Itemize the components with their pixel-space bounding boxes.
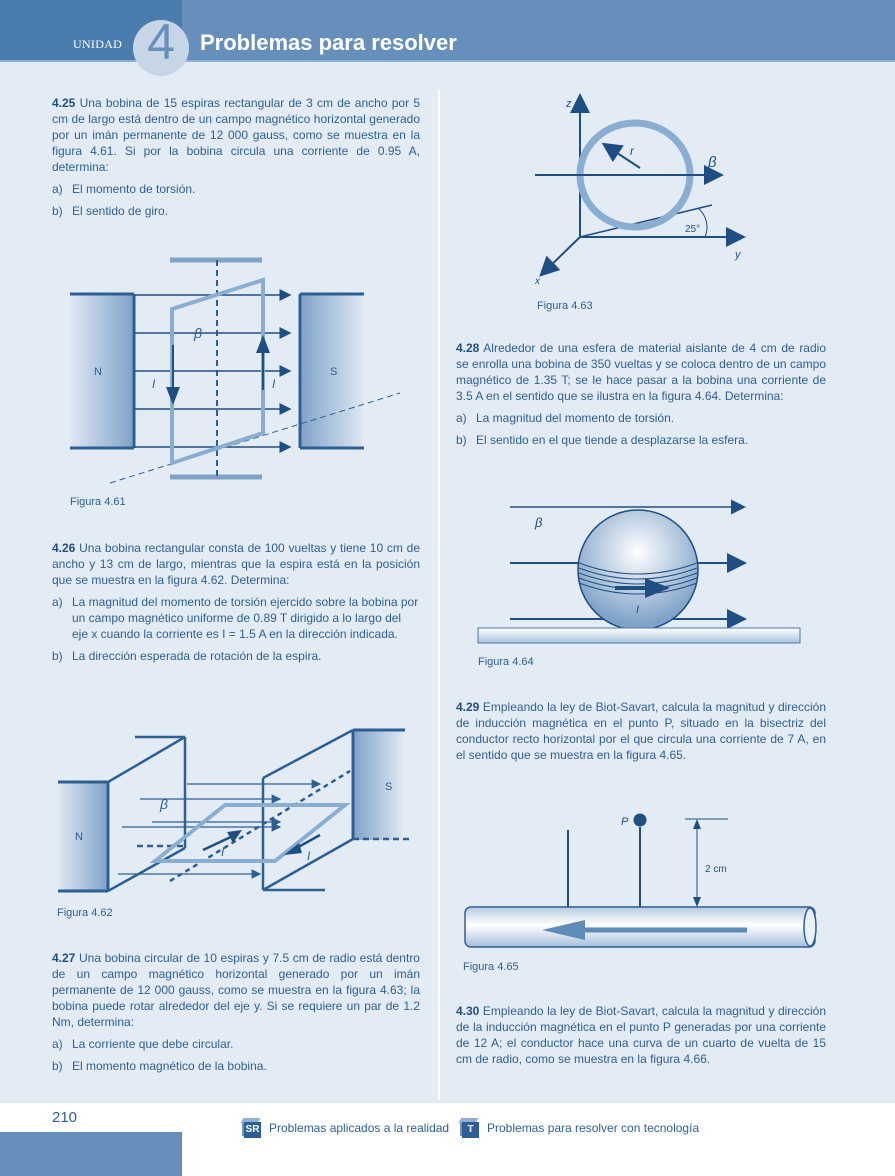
sr-cube-icon: SR — [242, 1118, 264, 1138]
pole-n-label: N — [75, 831, 83, 843]
problem-item — [52, 181, 420, 197]
field-label: β — [708, 154, 717, 171]
problem-item — [52, 1036, 420, 1052]
figure-caption: Figura 4.61 — [70, 496, 126, 508]
item-label: a) — [52, 182, 63, 196]
t-cube-icon: T — [460, 1118, 482, 1138]
problem-text: Empleando la ley de Biot-Savart, calcula la magnitud y dirección de inducción magnética en el punto P, situado en la bisectriz del conductor recto horizontal por el que circula una corriente de 7 A, en el sentido que se muestra en la figura 4.65. — [456, 700, 826, 762]
legend-item-real-problems — [242, 1118, 449, 1138]
item-text: El momento de torsión. — [72, 182, 196, 196]
item-text: La magnitud del momento de torsión. — [476, 411, 675, 425]
pole-s-label: S — [385, 781, 393, 793]
item-label: b) — [52, 649, 63, 663]
item-label: b) — [52, 1059, 63, 1073]
figure-4-63 — [530, 92, 770, 287]
problem-4-27 — [52, 950, 420, 1074]
problem-item — [456, 432, 826, 448]
legend-item-technology-problems — [460, 1118, 699, 1138]
pole-n-label: N — [94, 366, 102, 378]
problem-item — [52, 648, 420, 664]
item-text: La corriente que debe circular. — [72, 1037, 234, 1051]
legend-label: Problemas para resolver con tecnología — [487, 1121, 700, 1135]
distance-label: 2 cm — [705, 864, 727, 875]
page-title: Problemas para resolver — [200, 30, 457, 55]
problem-4-28 — [456, 340, 826, 448]
axis-z-label: z — [566, 98, 572, 110]
figure-4-62 — [55, 715, 415, 895]
item-text: La magnitud del momento de torsión ejercido sobre la bobina por un campo magnético uniforme de 0.89 T dirigido a lo largo del eje x cuando la corriente es I = 1.5 A en la dirección indicada. — [72, 595, 419, 641]
field-label: β — [194, 325, 202, 341]
point-label: P — [621, 816, 629, 828]
footer-band — [0, 1132, 182, 1176]
figure-caption: Figura 4.64 — [478, 656, 534, 668]
problem-number: 4.30 — [456, 1004, 480, 1018]
current-label: I — [307, 849, 311, 863]
problem-number: 4.29 — [456, 700, 480, 714]
problem-text: Una bobina de 15 espiras rectangular de 3 cm de ancho por 5 cm de largo está dentro de un campo magnético horizontal generado por un imán permanente de 12 000 gauss, como se muestra en la figura 4.61. Si por la bobina circula una corriente de 0.95 A, determina: — [52, 96, 420, 174]
problem-item — [456, 410, 826, 426]
problem-4-30 — [456, 1003, 826, 1067]
column-divider — [438, 90, 440, 1100]
current-label: I — [636, 604, 640, 616]
field-label: β — [160, 796, 168, 812]
item-label: b) — [456, 433, 467, 447]
problem-item — [52, 203, 420, 219]
pole-s-label: S — [330, 366, 338, 378]
item-label: a) — [52, 595, 63, 609]
problem-number: 4.28 — [456, 341, 480, 355]
item-text: La dirección esperada de rotación de la espira. — [72, 649, 322, 663]
item-label: a) — [456, 411, 467, 425]
figure-4-64 — [475, 495, 805, 645]
item-label: b) — [52, 204, 63, 218]
item-text: El momento magnético de la bobina. — [72, 1059, 267, 1073]
item-text: El sentido de giro. — [72, 204, 169, 218]
angle-label: 25° — [685, 224, 701, 235]
legend-label: Problemas aplicados a la realidad — [269, 1121, 450, 1135]
current-label: I — [152, 377, 156, 391]
axis-y-label: y — [735, 249, 741, 261]
unit-number: 4 — [147, 14, 175, 70]
problem-4-25 — [52, 95, 420, 219]
current-label: I — [272, 377, 276, 391]
figure-4-65 — [460, 805, 820, 950]
item-label: a) — [52, 1037, 63, 1051]
problem-item — [52, 594, 420, 642]
problem-text: Alrededor de una esfera de material aislante de 4 cm de radio se enrolla una bobina de 350 vueltas y se coloca dentro de un campo magnético de 1.35 T; se le hace pasar a la bobina una corriente de 3.5 A en el sentido que se ilustra en la figura 4.64. Determina: — [456, 341, 826, 403]
field-label: β — [535, 515, 543, 530]
problem-number: 4.27 — [52, 951, 76, 965]
problem-4-29 — [456, 699, 826, 763]
unit-label: UNIDAD — [73, 37, 123, 51]
page-number: 210 — [52, 1109, 78, 1126]
problem-4-26 — [52, 540, 420, 664]
current-label: I — [221, 845, 225, 859]
figure-caption: Figura 4.65 — [463, 961, 519, 973]
problem-text: Empleando la ley de Biot-Savart, calcula la magnitud y dirección de la inducción magnética en el punto P generadas por una corriente de 12 A; el conductor hace una curva de un cuarto de vuelta de 15 cm de radio, como se muestra en la figura 4.66. — [456, 1004, 826, 1066]
radius-label: r — [630, 144, 634, 158]
figure-4-61 — [50, 245, 410, 495]
problem-text: Una bobina circular de 10 espiras y 7.5 cm de radio está dentro de un campo magnético horizontal generado por un imán permanente de 12 000 gauss, como se muestra en la figura 4.63; la bobina puede rotar alrededor del eje y. Si se requiere un par de 1.2 Nm, determina: — [52, 951, 420, 1029]
axis-x-label: x — [535, 276, 540, 287]
problem-text: Una bobina rectangular consta de 100 vueltas y tiene 10 cm de ancho y 13 cm de largo, mientras que la espira está en la posición que se muestra en la figura 4.62. Determina: — [52, 541, 420, 587]
problem-number: 4.26 — [52, 541, 76, 555]
figure-caption: Figura 4.62 — [57, 907, 113, 919]
figure-caption: Figura 4.63 — [537, 300, 593, 312]
item-text: El sentido en el que tiende a desplazarse la esfera. — [476, 433, 749, 447]
problem-item — [52, 1058, 420, 1074]
problem-number: 4.25 — [52, 96, 76, 110]
